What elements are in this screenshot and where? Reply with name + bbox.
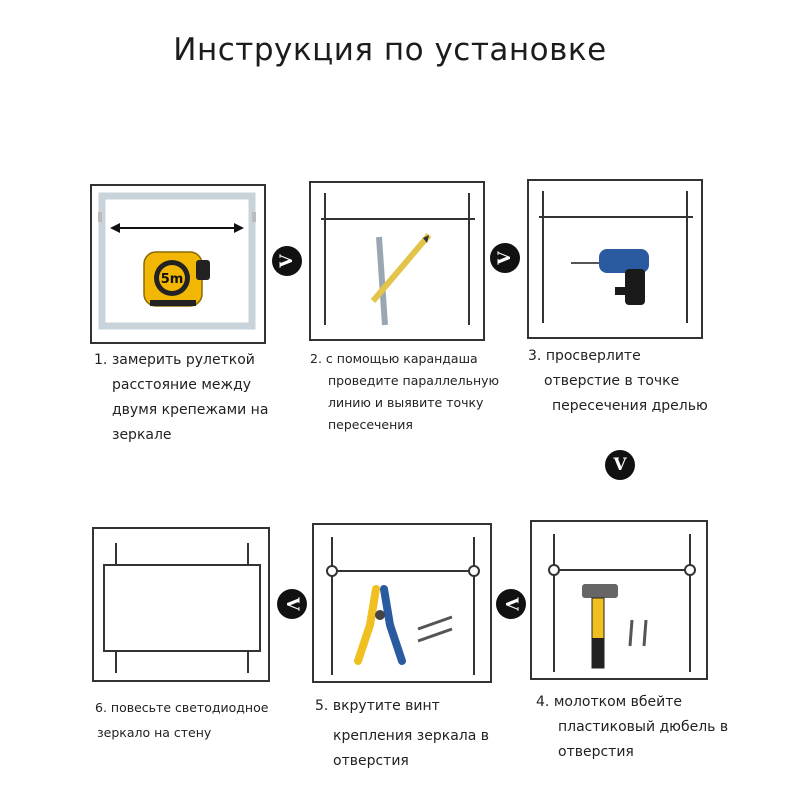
step-6-text: 6. повесьте светодиодное зеркало на стену: [95, 700, 269, 740]
step-4-text: 4. молотком вбейте пластиковый дюбель в отверстия: [536, 694, 729, 760]
arrow-right-icon: V: [490, 243, 520, 273]
step-4-illustration: [530, 520, 708, 680]
arrow-down-icon: V: [605, 450, 635, 480]
step-3-illustration: [527, 179, 703, 339]
step-2-illustration: [309, 181, 485, 341]
step-5-illustration: [312, 523, 492, 683]
step-2-text: 2. с помощью карандаша проведите параллельную линию и выявите точку пересечения: [310, 351, 500, 432]
tape-measure-icon: [144, 252, 210, 306]
pencil-icon: [373, 235, 429, 325]
step-6-illustration: [92, 527, 270, 682]
step-3-text: 3. просверлите отверстие в точке пересечения дрелью: [528, 348, 708, 414]
dowel-icon: [630, 620, 646, 646]
drill-icon: [571, 249, 649, 305]
step-1-text: 1. замерить рулеткой расстояние между двумя крепежами на зеркале: [94, 352, 269, 443]
screw-icon: [418, 617, 452, 641]
step-5-text: 5. вкрутите винт крепления зеркала в отверстия: [315, 698, 490, 769]
arrow-left-icon: V: [277, 589, 307, 619]
step-1-illustration: [90, 184, 266, 344]
hammer-icon: [582, 584, 618, 668]
arrow-right-icon: V: [272, 246, 302, 276]
pliers-icon: [358, 589, 402, 661]
tape-label: 5m: [160, 272, 184, 287]
arrow-left-icon: V: [496, 589, 526, 619]
page-title: Инструкция по установке: [173, 32, 607, 68]
